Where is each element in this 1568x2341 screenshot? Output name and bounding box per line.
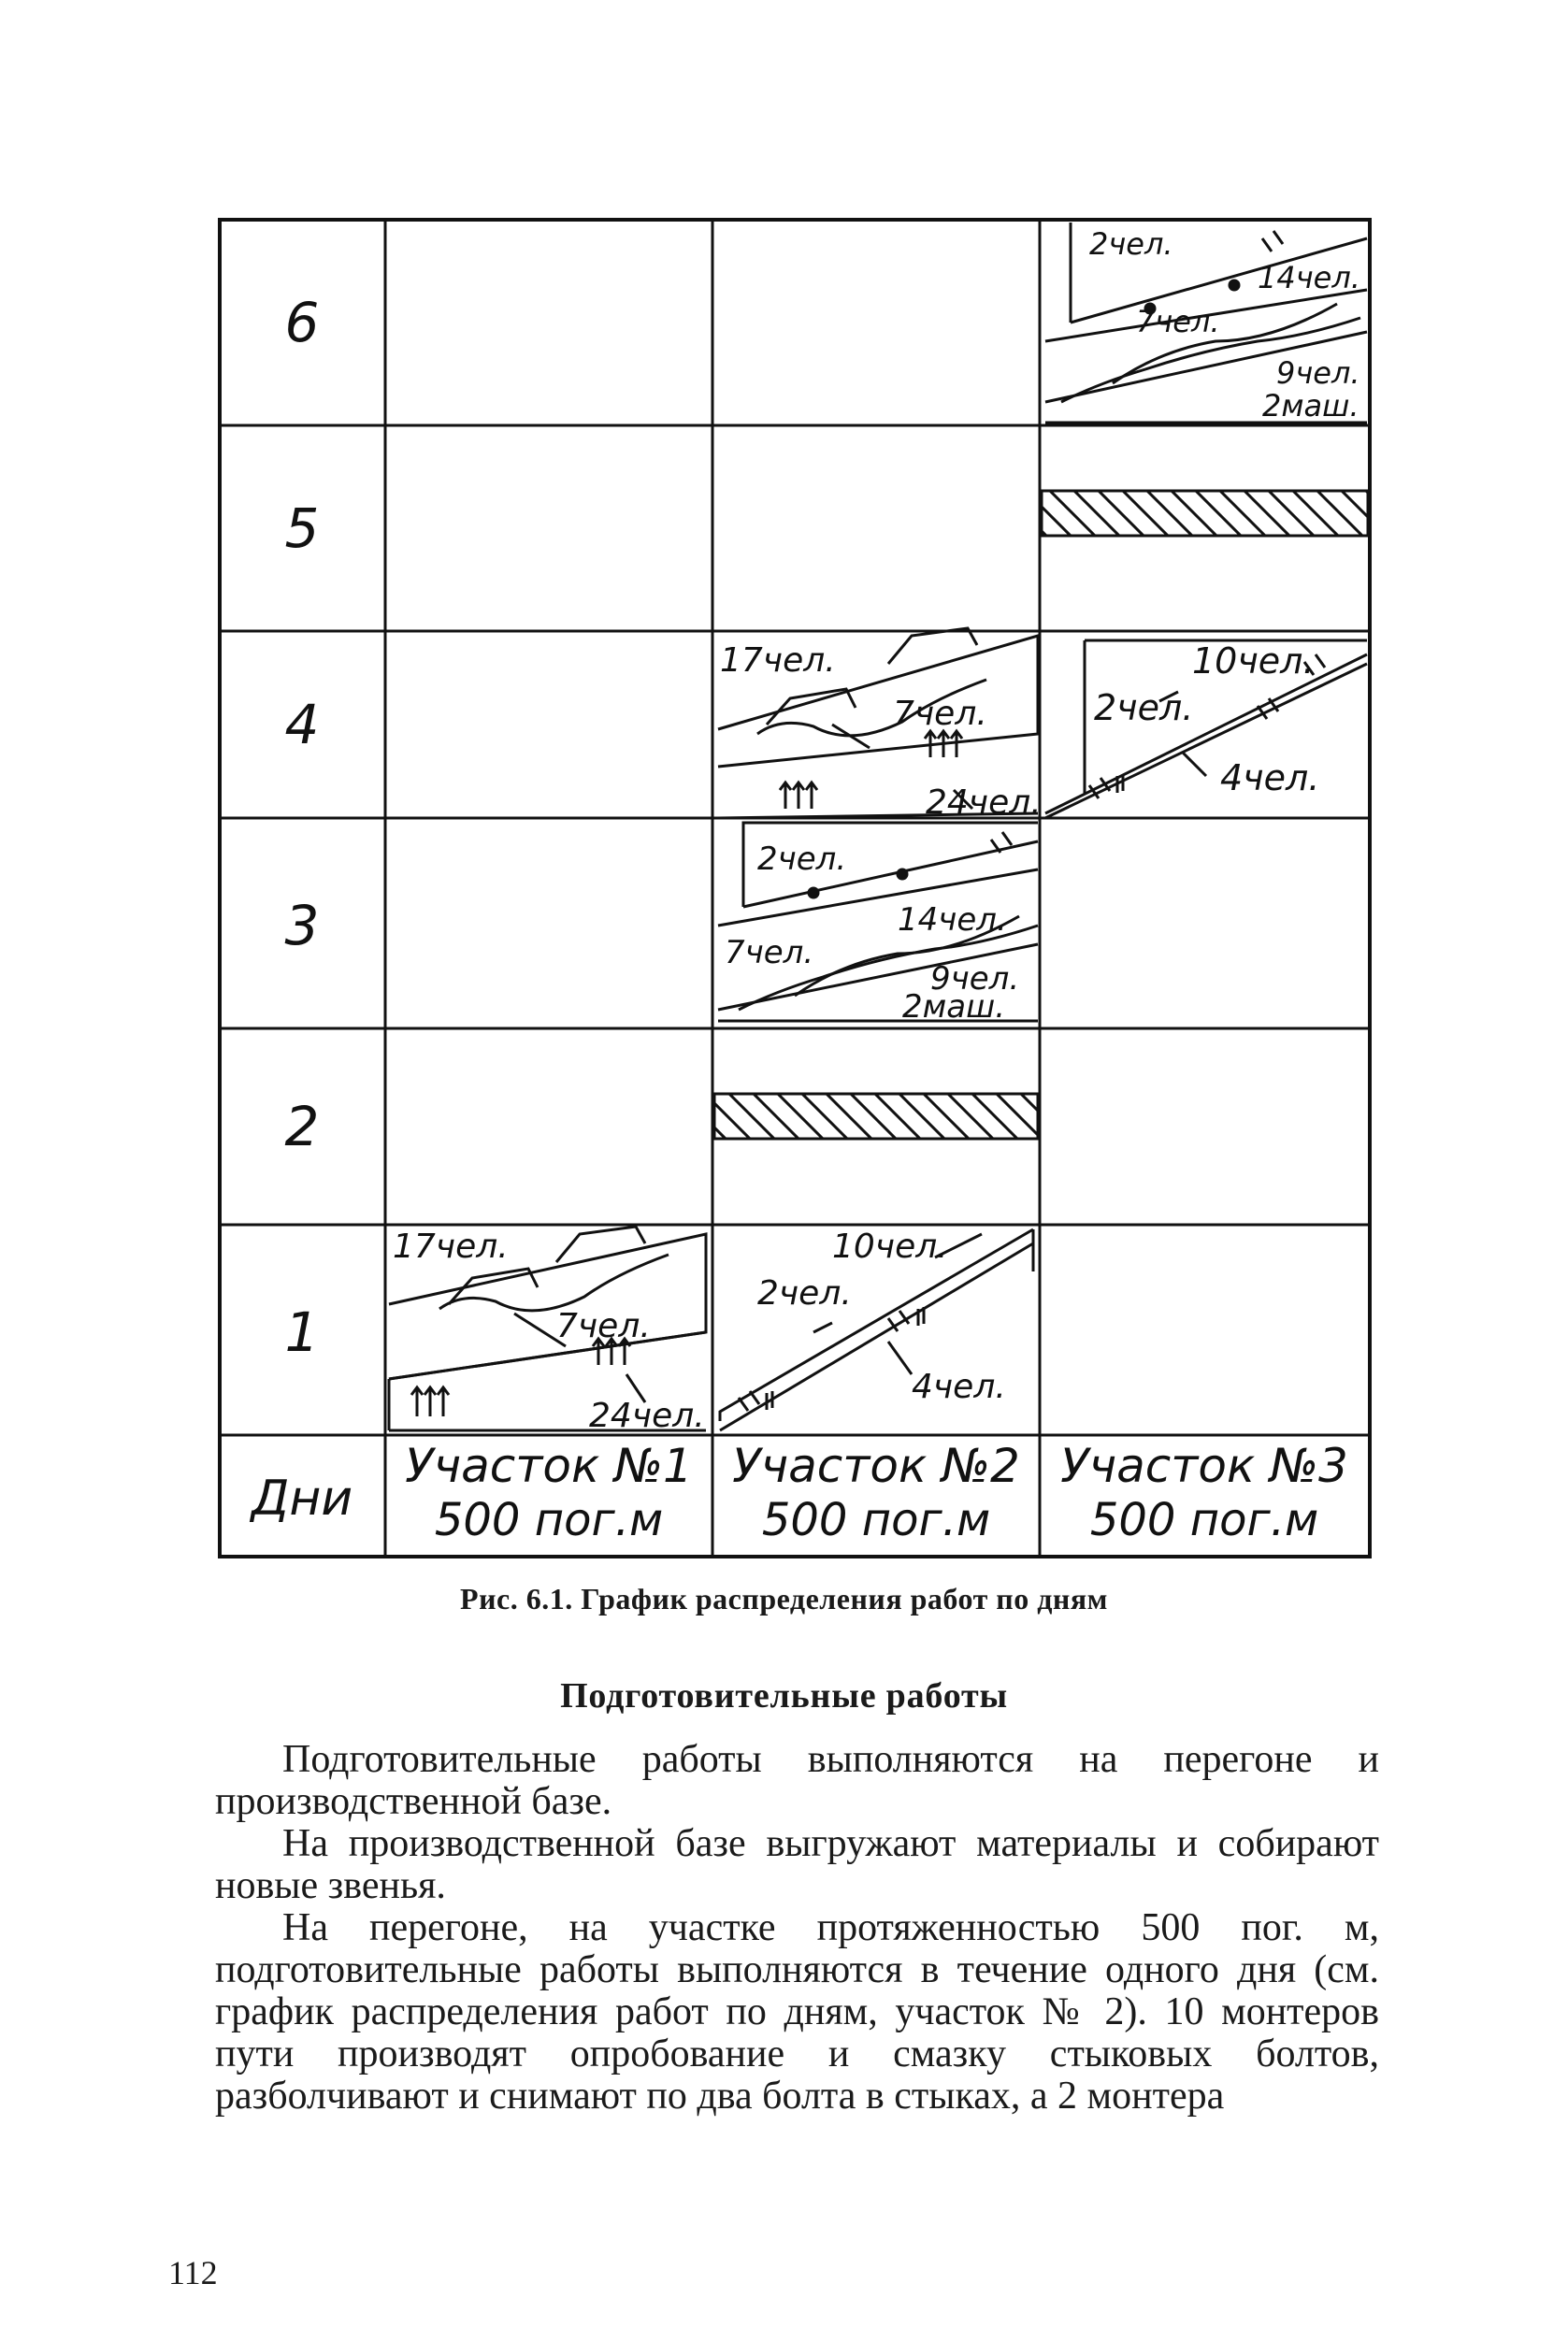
section-2-name: Участок №2	[732, 1439, 1020, 1493]
crew-label: 2чел.	[1089, 226, 1173, 262]
crew-label: 4чел.	[912, 1368, 1006, 1406]
crew-label: 24чел.	[589, 1397, 705, 1435]
section-heading: Подготовительные работы	[560, 1676, 1008, 1716]
section-1-length: 500 пог.м	[434, 1494, 664, 1546]
crew-label: 14чел.	[1258, 260, 1360, 295]
hatched-bar-section3-day5	[1042, 491, 1368, 536]
paragraph: На производственной базе выгружают материалы и собирают новые звенья.	[215, 1822, 1379, 1907]
crew-label: 4чел.	[1220, 757, 1320, 798]
row-label: 6	[284, 291, 320, 354]
section-2-length: 500 пог.м	[761, 1494, 991, 1546]
crew-label: 2чел.	[1094, 687, 1194, 728]
crew-label: 2чел.	[757, 1274, 852, 1313]
row-label: 2	[284, 1095, 320, 1158]
paragraph: На перегоне, на участке протяженностью 500 пог. м, подготовительные работы выполняются в течение одного дня (см. график распределения работ по дням, участок № 2). 10 монтеров пути производят опробование и смазку стыковых болтов, разболчивают и снимают по два болта в стыках, а 2 монтера	[215, 1906, 1379, 2118]
figure-caption: Рис. 6.1. График распределения работ по дням	[460, 1582, 1108, 1616]
row-label: 4	[284, 693, 320, 756]
crew-label: 24чел.	[926, 783, 1042, 822]
hatched-bar-section2-day2	[714, 1094, 1038, 1139]
crew-label: 7чел.	[1136, 304, 1220, 339]
crew-label: 14чел.	[898, 901, 1007, 939]
page-number: 112	[168, 2254, 218, 2291]
crew-label: 10чел.	[1192, 640, 1315, 682]
crew-label: 7чел.	[556, 1307, 651, 1345]
work-schedule-chart	[215, 215, 1374, 1561]
grid-lines	[220, 220, 1370, 1557]
section-1-name: Участок №1	[405, 1439, 693, 1493]
row-label: 1	[284, 1300, 320, 1364]
crew-label: 17чел.	[720, 641, 836, 680]
row-label: 3	[284, 894, 320, 957]
crew-label: 10чел.	[832, 1228, 948, 1266]
crew-label: 17чел.	[393, 1228, 509, 1266]
paragraph: Подготовительные работы выполняются на перегоне и производственной базе.	[215, 1738, 1379, 1823]
crew-label: 7чел.	[893, 695, 987, 733]
crew-label: 9чел.	[930, 960, 1020, 998]
days-header: Дни	[251, 1471, 353, 1527]
body-text	[215, 1739, 1379, 2118]
crew-label: 2маш.	[1262, 388, 1359, 424]
section-3-length: 500 пог.м	[1089, 1494, 1319, 1546]
section-3-name: Участок №3	[1060, 1439, 1348, 1493]
row-label: 5	[284, 496, 320, 560]
crew-label: 2маш.	[902, 988, 1006, 1026]
crew-label: 2чел.	[757, 840, 847, 878]
crew-label: 9чел.	[1276, 355, 1360, 391]
crew-label: 7чел.	[725, 934, 814, 971]
